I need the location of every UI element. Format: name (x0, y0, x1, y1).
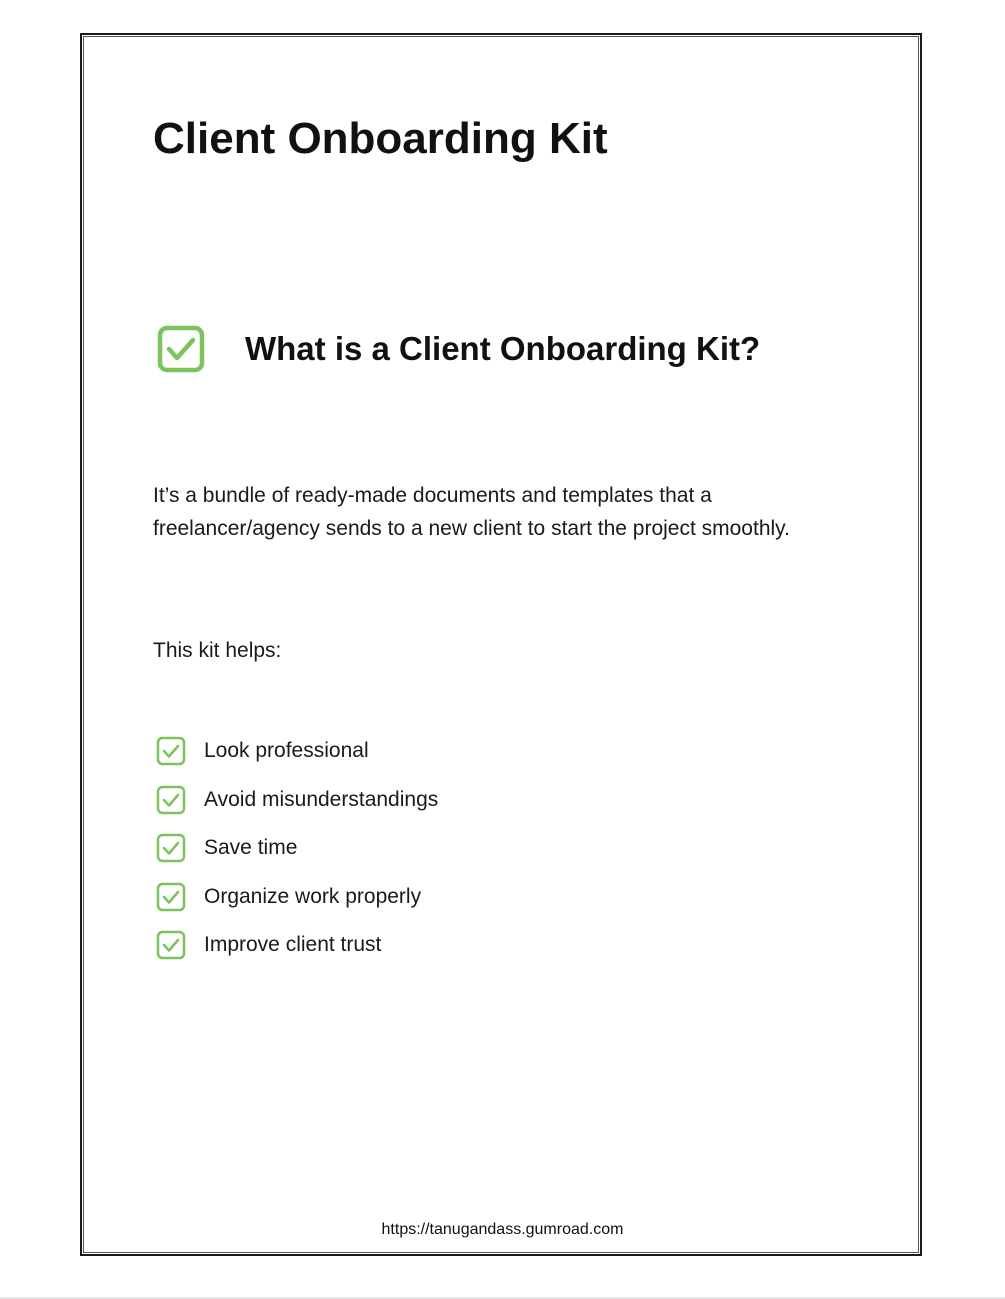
checkbox-checked-icon (156, 736, 186, 766)
section-heading-row (157, 324, 760, 374)
list-item (156, 873, 438, 922)
list-item (156, 921, 438, 970)
checkbox-checked-icon (157, 325, 205, 373)
benefit-label: Avoid misunderstandings (204, 787, 439, 811)
benefit-label: Save time (204, 836, 298, 860)
checkbox-checked-icon (156, 785, 186, 815)
list-item (156, 824, 438, 873)
checkbox-checked-icon (156, 930, 186, 960)
benefit-list (156, 727, 438, 970)
benefit-label: Improve client trust (204, 933, 382, 957)
intro-paragraph: It’s a bundle of ready-made documents and templates that a freelancer/agency sends to a new client to start the project smoothly. (153, 484, 790, 540)
section-heading: What is a Client Onboarding Kit? (245, 330, 761, 367)
benefit-label: Organize work properly (204, 884, 422, 908)
checkbox-checked-icon (156, 833, 186, 863)
footer-url-link[interactable]: https://tanugandass.gumroad.com (381, 1221, 624, 1238)
helps-label: This kit helps: (153, 639, 282, 662)
list-item (156, 727, 438, 776)
checkbox-checked-icon (156, 882, 186, 912)
benefit-label: Look professional (204, 739, 369, 763)
list-item (156, 776, 438, 825)
document-title: Client Onboarding Kit (153, 114, 608, 163)
